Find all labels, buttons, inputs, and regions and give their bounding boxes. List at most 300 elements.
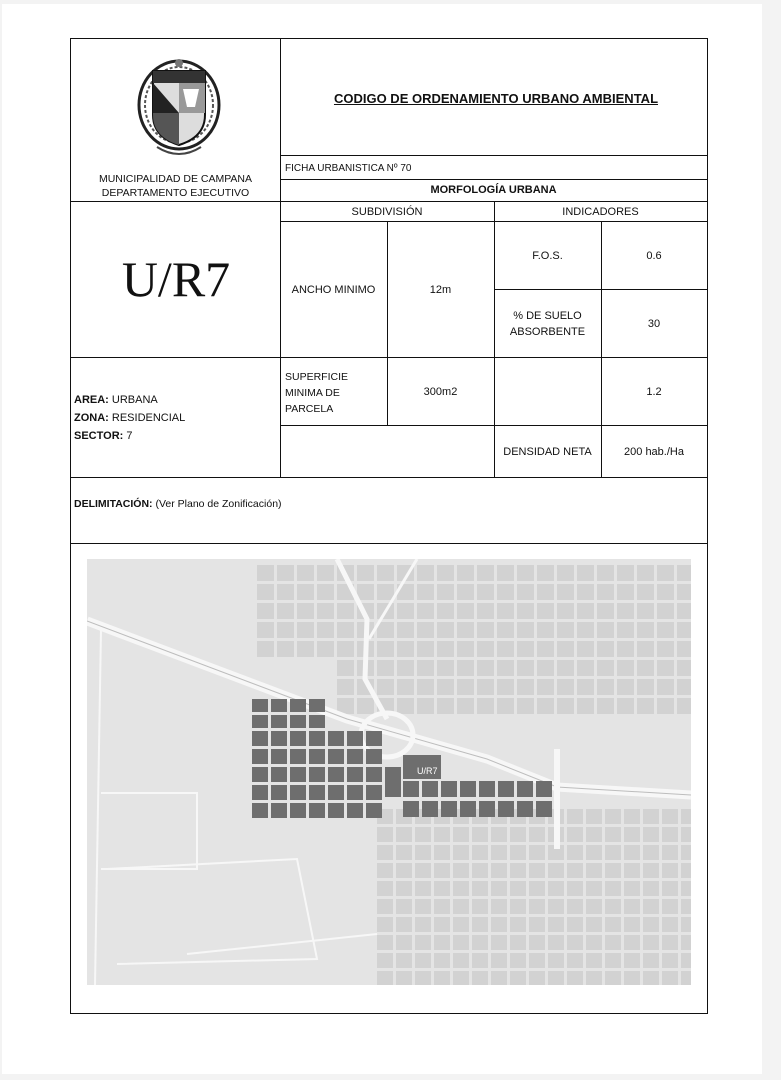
page bbox=[2, 4, 762, 1074]
map-city-block bbox=[597, 603, 614, 619]
map-zone-block bbox=[498, 801, 514, 817]
map-city-block bbox=[417, 622, 434, 638]
map-city-block bbox=[624, 953, 640, 968]
ancho-minimo-value: 12m bbox=[429, 284, 452, 296]
map-city-block bbox=[586, 971, 602, 985]
map-city-block bbox=[681, 845, 691, 860]
map-city-block bbox=[643, 863, 659, 878]
map-city-block bbox=[510, 899, 526, 914]
fot-value: 1.2 bbox=[646, 386, 662, 398]
map-city-block bbox=[605, 953, 621, 968]
map-city-block bbox=[357, 565, 374, 581]
map-city-block bbox=[491, 935, 507, 950]
map-city-block bbox=[529, 971, 545, 985]
map-city-block bbox=[396, 971, 412, 985]
map-zone-block bbox=[536, 801, 552, 817]
map-zone-block bbox=[309, 749, 325, 764]
map-city-block bbox=[510, 863, 526, 878]
map-city-block bbox=[529, 863, 545, 878]
map-city-block bbox=[472, 935, 488, 950]
map-city-block bbox=[472, 899, 488, 914]
map-city-block bbox=[453, 935, 469, 950]
map-city-block bbox=[637, 603, 654, 619]
map-city-block bbox=[643, 881, 659, 896]
map-city-block bbox=[624, 845, 640, 860]
map-zone-block bbox=[309, 699, 325, 712]
map-city-block bbox=[677, 565, 691, 581]
map-city-block bbox=[377, 641, 394, 657]
map-city-block bbox=[605, 971, 621, 985]
map-city-block bbox=[681, 917, 691, 932]
map-city-block bbox=[662, 899, 678, 914]
map-zone-block bbox=[422, 801, 438, 817]
map-city-block bbox=[277, 603, 294, 619]
map-city-block bbox=[453, 827, 469, 842]
map-city-block bbox=[637, 584, 654, 600]
map-city-block bbox=[396, 953, 412, 968]
map-city-block bbox=[567, 935, 583, 950]
map-city-block bbox=[597, 660, 614, 676]
suelo-absorbente-label-2: ABSORBENTE bbox=[509, 326, 586, 338]
map-city-block bbox=[277, 565, 294, 581]
map-city-block bbox=[677, 698, 691, 714]
map-city-block bbox=[657, 698, 674, 714]
map-city-block bbox=[643, 827, 659, 842]
map-city-block bbox=[557, 679, 574, 695]
map-city-block bbox=[415, 935, 431, 950]
map-city-block bbox=[677, 584, 691, 600]
map-city-block bbox=[437, 622, 454, 638]
map-city-block bbox=[417, 603, 434, 619]
map-city-block bbox=[637, 622, 654, 638]
map-city-block bbox=[377, 827, 393, 842]
map-city-block bbox=[597, 565, 614, 581]
map-city-block bbox=[337, 622, 354, 638]
map-city-block bbox=[297, 641, 314, 657]
map-city-block bbox=[577, 679, 594, 695]
area-row: AREA: URBANA bbox=[74, 394, 158, 406]
map-city-block bbox=[397, 698, 414, 714]
map-city-block bbox=[577, 660, 594, 676]
map-city-block bbox=[567, 917, 583, 932]
map-city-block bbox=[637, 679, 654, 695]
map-city-block bbox=[437, 584, 454, 600]
map-city-block bbox=[557, 698, 574, 714]
map-city-block bbox=[537, 641, 554, 657]
map-zone-label: U/R7 bbox=[417, 766, 438, 776]
map-city-block bbox=[537, 584, 554, 600]
map-city-block bbox=[657, 622, 674, 638]
map-city-block bbox=[397, 641, 414, 657]
map-city-block bbox=[657, 565, 674, 581]
map-city-block bbox=[643, 971, 659, 985]
map-city-block bbox=[453, 845, 469, 860]
indicadores-heading: INDICADORES bbox=[562, 206, 639, 218]
map-city-block bbox=[437, 679, 454, 695]
map-zone-block bbox=[271, 785, 287, 800]
map-city-block bbox=[637, 698, 654, 714]
map-city-block bbox=[517, 698, 534, 714]
map-city-block bbox=[662, 917, 678, 932]
map-city-block bbox=[605, 845, 621, 860]
map-city-block bbox=[377, 679, 394, 695]
municipal-coat-of-arms bbox=[135, 55, 223, 159]
map-city-block bbox=[548, 863, 564, 878]
map-zone-block bbox=[290, 749, 306, 764]
map-city-block bbox=[457, 565, 474, 581]
map-city-block bbox=[597, 622, 614, 638]
map-city-block bbox=[497, 622, 514, 638]
map-city-block bbox=[377, 845, 393, 860]
map-city-block bbox=[397, 660, 414, 676]
map-zone-block bbox=[366, 749, 382, 764]
map-city-block bbox=[681, 899, 691, 914]
map-zone-block bbox=[366, 803, 382, 818]
map-zone-block bbox=[252, 731, 268, 746]
map-city-block bbox=[396, 917, 412, 932]
map-city-block bbox=[637, 565, 654, 581]
map-city-block bbox=[297, 584, 314, 600]
map-city-block bbox=[624, 935, 640, 950]
map-city-block bbox=[415, 845, 431, 860]
map-city-block bbox=[453, 953, 469, 968]
map-zone-block bbox=[271, 767, 287, 782]
map-city-block bbox=[617, 679, 634, 695]
document-title: CODIGO DE ORDENAMIENTO URBANO AMBIENTAL bbox=[333, 91, 659, 106]
map-zone-block bbox=[290, 715, 306, 728]
map-zone-block bbox=[403, 781, 419, 797]
map-city-block bbox=[337, 603, 354, 619]
map-city-block bbox=[557, 660, 574, 676]
map-city-block bbox=[624, 917, 640, 932]
map-city-block bbox=[537, 603, 554, 619]
map-city-block bbox=[617, 584, 634, 600]
map-city-block bbox=[617, 603, 634, 619]
map-city-block bbox=[377, 863, 393, 878]
map-city-block bbox=[491, 845, 507, 860]
map-zone-block bbox=[422, 781, 438, 797]
map-city-block bbox=[567, 809, 583, 824]
map-zone-block bbox=[347, 731, 363, 746]
map-city-block bbox=[681, 827, 691, 842]
map-city-block bbox=[396, 935, 412, 950]
map-city-block bbox=[567, 827, 583, 842]
map-city-block bbox=[437, 641, 454, 657]
map-zone-block bbox=[309, 731, 325, 746]
map-city-block bbox=[557, 565, 574, 581]
map-city-block bbox=[457, 584, 474, 600]
ancho-minimo-label: ANCHO MINIMO bbox=[291, 284, 376, 296]
map-city-block bbox=[677, 622, 691, 638]
map-city-block bbox=[517, 622, 534, 638]
map-city-block bbox=[529, 827, 545, 842]
map-city-block bbox=[453, 863, 469, 878]
map-city-block bbox=[397, 622, 414, 638]
map-city-block bbox=[491, 899, 507, 914]
map-city-block bbox=[472, 827, 488, 842]
map-city-block bbox=[491, 863, 507, 878]
map-city-block bbox=[567, 953, 583, 968]
map-city-block bbox=[605, 917, 621, 932]
map-city-block bbox=[517, 603, 534, 619]
map-city-block bbox=[377, 881, 393, 896]
map-city-block bbox=[624, 881, 640, 896]
map-city-block bbox=[643, 953, 659, 968]
superficie-label-3: PARCELA bbox=[285, 403, 334, 415]
map-city-block bbox=[537, 698, 554, 714]
map-city-block bbox=[597, 584, 614, 600]
map-city-block bbox=[577, 584, 594, 600]
map-city-block bbox=[453, 971, 469, 985]
map-zone-block bbox=[271, 715, 287, 728]
map-city-block bbox=[617, 565, 634, 581]
map-city-block bbox=[577, 641, 594, 657]
map-city-block bbox=[297, 565, 314, 581]
map-city-block bbox=[510, 935, 526, 950]
map-city-block bbox=[491, 917, 507, 932]
map-zone-block bbox=[328, 731, 344, 746]
map-city-block bbox=[529, 917, 545, 932]
map-zone-block bbox=[290, 767, 306, 782]
map-city-block bbox=[510, 845, 526, 860]
map-city-block bbox=[586, 935, 602, 950]
map-city-block bbox=[497, 698, 514, 714]
map-city-block bbox=[657, 679, 674, 695]
map-city-block bbox=[396, 881, 412, 896]
map-zone-block bbox=[271, 699, 287, 712]
map-city-block bbox=[415, 881, 431, 896]
department-name: DEPARTAMENTO EJECUTIVO bbox=[101, 187, 250, 199]
map-city-block bbox=[662, 881, 678, 896]
map-city-block bbox=[643, 935, 659, 950]
map-city-block bbox=[415, 899, 431, 914]
map-city-block bbox=[477, 660, 494, 676]
map-zone-block bbox=[517, 801, 533, 817]
map-city-block bbox=[277, 641, 294, 657]
map-city-block bbox=[510, 917, 526, 932]
map-city-block bbox=[434, 827, 450, 842]
map-city-block bbox=[396, 899, 412, 914]
map-city-block bbox=[497, 679, 514, 695]
map-city-block bbox=[510, 971, 526, 985]
map-city-block bbox=[617, 622, 634, 638]
map-city-block bbox=[437, 660, 454, 676]
map-city-block bbox=[317, 641, 334, 657]
map-zone-block bbox=[252, 749, 268, 764]
map-city-block bbox=[605, 935, 621, 950]
map-city-block bbox=[491, 881, 507, 896]
map-city-block bbox=[472, 863, 488, 878]
map-city-block bbox=[548, 881, 564, 896]
map-zone-block bbox=[252, 803, 268, 818]
map-city-block bbox=[605, 827, 621, 842]
densidad-neta-label: DENSIDAD NETA bbox=[503, 446, 592, 458]
ficha-number: FICHA URBANISTICA Nº 70 bbox=[285, 163, 412, 174]
map-city-block bbox=[477, 603, 494, 619]
map-city-block bbox=[643, 845, 659, 860]
map-city-block bbox=[529, 953, 545, 968]
superficie-label-1: SUPERFICIE bbox=[285, 371, 349, 383]
map-city-block bbox=[597, 698, 614, 714]
map-city-block bbox=[472, 917, 488, 932]
map-zone-block bbox=[366, 767, 382, 782]
map-city-block bbox=[497, 565, 514, 581]
map-city-block bbox=[417, 660, 434, 676]
map-city-block bbox=[397, 603, 414, 619]
map-city-block bbox=[415, 917, 431, 932]
map-city-block bbox=[477, 698, 494, 714]
map-city-block bbox=[317, 622, 334, 638]
map-city-block bbox=[377, 899, 393, 914]
superficie-value: 300m2 bbox=[423, 386, 458, 398]
map-city-block bbox=[377, 917, 393, 932]
map-city-block bbox=[457, 660, 474, 676]
map-city-block bbox=[491, 971, 507, 985]
map-city-block bbox=[586, 881, 602, 896]
map-zone-block bbox=[309, 803, 325, 818]
map-zone-block bbox=[517, 781, 533, 797]
map-city-block bbox=[517, 679, 534, 695]
map-city-block bbox=[537, 660, 554, 676]
map-zone-block bbox=[328, 767, 344, 782]
map-city-block bbox=[277, 584, 294, 600]
map-city-block bbox=[434, 881, 450, 896]
map-city-block bbox=[657, 584, 674, 600]
map-city-block bbox=[586, 953, 602, 968]
map-city-block bbox=[681, 863, 691, 878]
map-city-block bbox=[377, 584, 394, 600]
map-city-block bbox=[681, 935, 691, 950]
map-zone-block bbox=[347, 749, 363, 764]
map-zone-block bbox=[309, 715, 325, 728]
map-city-block bbox=[337, 641, 354, 657]
map-zone-block bbox=[309, 767, 325, 782]
map-zone-block bbox=[271, 749, 287, 764]
map-zone-block bbox=[290, 785, 306, 800]
map-city-block bbox=[396, 863, 412, 878]
delimitacion-row: DELIMITACIÓN: (Ver Plano de Zonificación) bbox=[74, 498, 282, 510]
map-city-block bbox=[510, 953, 526, 968]
map-city-block bbox=[657, 641, 674, 657]
map-city-block bbox=[617, 641, 634, 657]
map-city-block bbox=[577, 622, 594, 638]
map-zone-block bbox=[479, 801, 495, 817]
map-city-block bbox=[357, 698, 374, 714]
map-city-block bbox=[662, 953, 678, 968]
map-city-block bbox=[434, 845, 450, 860]
map-city-block bbox=[577, 698, 594, 714]
map-city-block bbox=[377, 622, 394, 638]
map-city-block bbox=[662, 863, 678, 878]
zoning-sheet bbox=[70, 38, 708, 1014]
fos-label: F.O.S. bbox=[532, 250, 563, 262]
map-city-block bbox=[472, 971, 488, 985]
map-city-block bbox=[297, 603, 314, 619]
map-zone-block bbox=[347, 803, 363, 818]
map-zone-block bbox=[498, 781, 514, 797]
map-city-block bbox=[548, 899, 564, 914]
map-city-block bbox=[472, 845, 488, 860]
map-city-block bbox=[457, 698, 474, 714]
map-city-block bbox=[257, 603, 274, 619]
fos-value: 0.6 bbox=[646, 250, 662, 262]
map-city-block bbox=[677, 679, 691, 695]
suelo-absorbente-value: 30 bbox=[647, 318, 661, 330]
zone-code: U/R7 bbox=[121, 251, 231, 307]
map-city-block bbox=[297, 622, 314, 638]
map-city-block bbox=[417, 565, 434, 581]
map-city-block bbox=[317, 603, 334, 619]
map-city-block bbox=[415, 827, 431, 842]
map-city-block bbox=[624, 827, 640, 842]
map-city-block bbox=[567, 863, 583, 878]
map-city-block bbox=[567, 971, 583, 985]
map-city-block bbox=[567, 881, 583, 896]
map-city-block bbox=[657, 660, 674, 676]
map-zone-block bbox=[328, 803, 344, 818]
map-city-block bbox=[437, 698, 454, 714]
map-city-block bbox=[662, 845, 678, 860]
sector-row: SECTOR: 7 bbox=[74, 430, 133, 442]
map-city-block bbox=[477, 641, 494, 657]
map-city-block bbox=[586, 845, 602, 860]
map-city-block bbox=[510, 827, 526, 842]
map-city-block bbox=[677, 603, 691, 619]
map-city-block bbox=[624, 899, 640, 914]
map-city-block bbox=[491, 953, 507, 968]
map-city-block bbox=[497, 641, 514, 657]
map-city-block bbox=[257, 622, 274, 638]
map-city-block bbox=[472, 881, 488, 896]
map-zone-block bbox=[290, 731, 306, 746]
map-city-block bbox=[417, 641, 434, 657]
map-city-block bbox=[434, 935, 450, 950]
map-city-block bbox=[586, 809, 602, 824]
map-city-block bbox=[529, 935, 545, 950]
map-zone-block bbox=[403, 801, 419, 817]
map-city-block bbox=[605, 863, 621, 878]
map-zone-block bbox=[366, 785, 382, 800]
suelo-absorbente-label-1: % DE SUELO bbox=[513, 310, 582, 322]
map-city-block bbox=[434, 971, 450, 985]
map-city-block bbox=[567, 845, 583, 860]
map-city-block bbox=[637, 641, 654, 657]
map-city-block bbox=[548, 953, 564, 968]
map-city-block bbox=[491, 827, 507, 842]
map-zone-block bbox=[271, 803, 287, 818]
map-zone-block bbox=[309, 785, 325, 800]
map-zone-block bbox=[328, 785, 344, 800]
map-zone-block bbox=[479, 781, 495, 797]
map-city-block bbox=[662, 971, 678, 985]
map-city-block bbox=[681, 881, 691, 896]
map-zone-block bbox=[441, 781, 457, 797]
map-city-block bbox=[567, 899, 583, 914]
map-city-block bbox=[597, 641, 614, 657]
map-city-block bbox=[557, 622, 574, 638]
map-city-block bbox=[624, 971, 640, 985]
map-city-block bbox=[437, 565, 454, 581]
map-zone-block bbox=[271, 731, 287, 746]
map-city-block bbox=[605, 809, 621, 824]
map-city-block bbox=[657, 603, 674, 619]
map-city-block bbox=[417, 679, 434, 695]
map-city-block bbox=[377, 971, 393, 985]
map-city-block bbox=[681, 971, 691, 985]
map-city-block bbox=[586, 827, 602, 842]
map-city-block bbox=[605, 899, 621, 914]
map-zone-block bbox=[460, 781, 476, 797]
